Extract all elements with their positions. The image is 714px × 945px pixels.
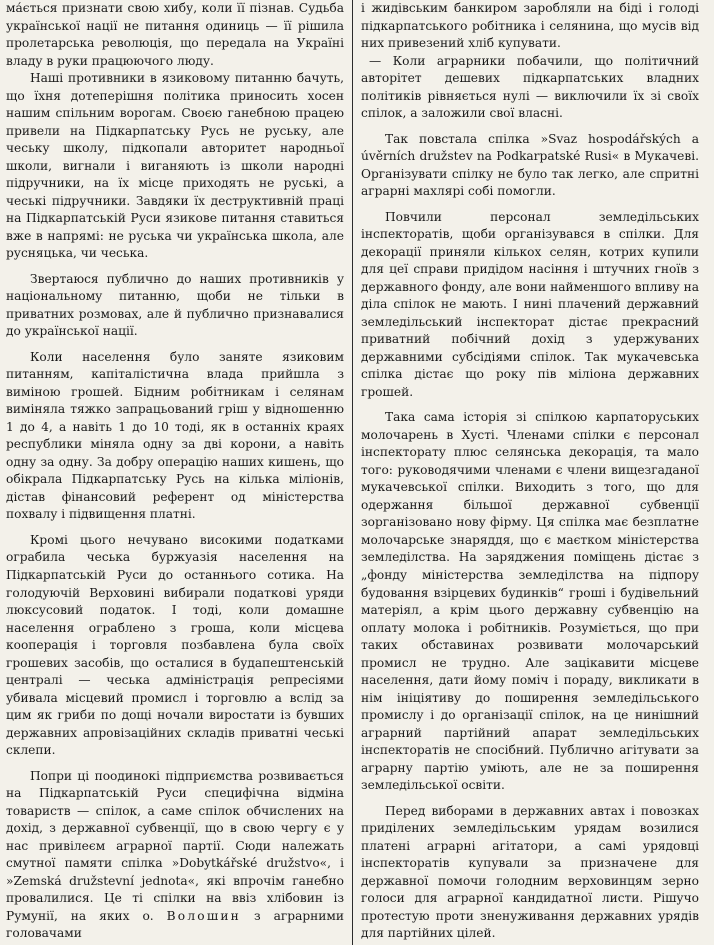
paragraph-6-text: Попри ці поодинокі підприємства розвивається на Підкарпатській Руси специфічна відміна товариств — спілок, а саме спілок обчислених на дохід, з державної субвенції, що в свою чергу є у нас привілеєм аграрної партії. Сюди належать смутної памяти спілка »Dobytkářské družstvo«, і »Zemská družstevní jednota«, які впрочім ганебно провалилися. Це ті спілки на ввіз хлібовин із Румунії, на яких о. [6,768,344,923]
paragraph-10: Повчили персонал земледільських інспекторатів, щоби організувався в спілки. Для декорації приняли кількох селян, котрих купили для цеї справи придідом насіння і штучних гноїв з державного фонду, але вони найменшого впливу на діла спілок не мають. І нині плачений державний земледільський інспекторат дістає прекрасний приватний побічний дохід з удержуваних державними субсідіями спілок. Так мукачевська спілка дістає що року пів міліона державних грошей. [361,209,699,399]
left-column [6,0,352,945]
paragraph-4: Коли населення було занятe язиковим питанням, капіталістична влада прийшла з виміною грошей. Бідним робітникам і селянам виміняла тяжко запрацьований гріш у відношенню 1 до 4, а навіть 1 до 10 тоді, як в останніх краях республики міняла одну за дві корони, а навіть одну за одну. За добру операцію наших кишень, що обікрала Підкарпатську Русь на кілька міліонів, дістав фінансовий референт од міністерства похвалу і підвищення платні. [6,349,344,522]
paragraph-9: Так повстала спілка »Svaz hospodářských a úvěrních družstev na Podkarpatské Rusi« в Мукачеві. Організувати спілку не було так легко, але спритні аграрні махлярі собі помогли. [361,131,699,199]
paragraph-8: — Коли аграрники побачили, що політичний авторітет дешевих підкарпатських владних політиків рівняється нулі — виключили їх зі своїх спілок, а заложили свої власні. [361,53,699,121]
paragraph-6 [6,768,344,943]
paragraph-2: Наші противники в язиковому питанню бачуть, що їхня дотеперішня політика приносить хосен нашим спільним ворогам. Своєю ганебною працею привели на Підкарпатську Русь не руську, але чеську школу, підкопали авторитет народньої школи, вигнали і виганяють із школи народні підручники, на їх місце приходять не руські, а чеські підручники. Завдяки їх деструктивній праці на Підкарпатській Руси язикове питання ставиться вже в напрямі: не руська чи українська школа, але русняцька, чи чеська. [6,71,344,261]
paragraph-6-text-end: з аграрними головачами [6,908,344,941]
paragraph-7: і жидівським банкиром заробляли на біді і голоді підкарпатського робітника і селянина, що мусів від них привезений хліб купувати. [361,1,699,51]
paragraph-1: ма́ється признати свою хибу, коли її пізнав. Судьба української нації не питання одиниць — її рішила пролетарська революція, що передала на Україні владу в руки працюючого люду. [6,1,344,68]
paragraph-5: Кромі цього нечувано високими податками ограбила чеська буржуазія населення на Підкарпатській Руси до останнього сотика. На голодуючій Верховині вибирали податкові уряди люксусовий податок. І тоді, коли домашне населення ограблено з гроша, коли місцева кооперація і торговля позбавлена була своїх грошевих засобів, що осталися в будапештенській централі — чеська адміністрація репресіями убивала місцевий промисл і торговлю а вслід за цим як гриби по дощі ночали виростати із бувших державних апровізаційних складів приватні чеські склепи. [6,532,344,758]
paragraph-11: Така сама історія зі спілкою карпаторуських молочарень в Хусті. Членами спілки є персонал інспекторату плюс селянська декорація, та мало того: руководячими членами є члени вищезгаданої мукачевської спілки. Виходить з того, що для одержання більшої державної субвенції зорганізовано нову фірму. Ця спілка має безплатне молочарське знаряддя, що є маєтком міністерства земледілства. На заряджения поміщень дістає з „фонду міністерства земледілства на підпору будовання взірцевих будинків“ гроші і будівельний матеріял, а крім цього державну субвенцію на оплату молока і робітників. Розуміється, що при таких обставинах розвивати молочарський промисл не трудно. Але зацікавити місцеве населення, дати йому поміч і пораду, викликати в нім ініціятиву до поширення земледільського промислу і до організації спілок, на це нинішний аграрний партійний апарат земледільських інспекторатів не спосібний. Публично агітувати за аграрну партію уміють, але не за поширення земледільської освіти. [361,410,699,793]
paragraph-3: Звертаюся публично до наших противників у національному питанню, щоби не тільки в приватних розмовах, але й публично признавалися до української нації. [6,271,344,339]
right-column [353,0,699,945]
spaced-name: Волошин [166,908,242,923]
paragraph-12: Перед виборами в державних автах і повозках приділених земледільським урядам возилися платені аграрні агітатори, а самі урядовці інспекторатів купували за призначене для державної помочи голодним верховинцям зерно голоси для аграрної кандидатної листи. Рішучо протестую проти зненуживання державних урядів для партійних цілей. [361,803,699,941]
